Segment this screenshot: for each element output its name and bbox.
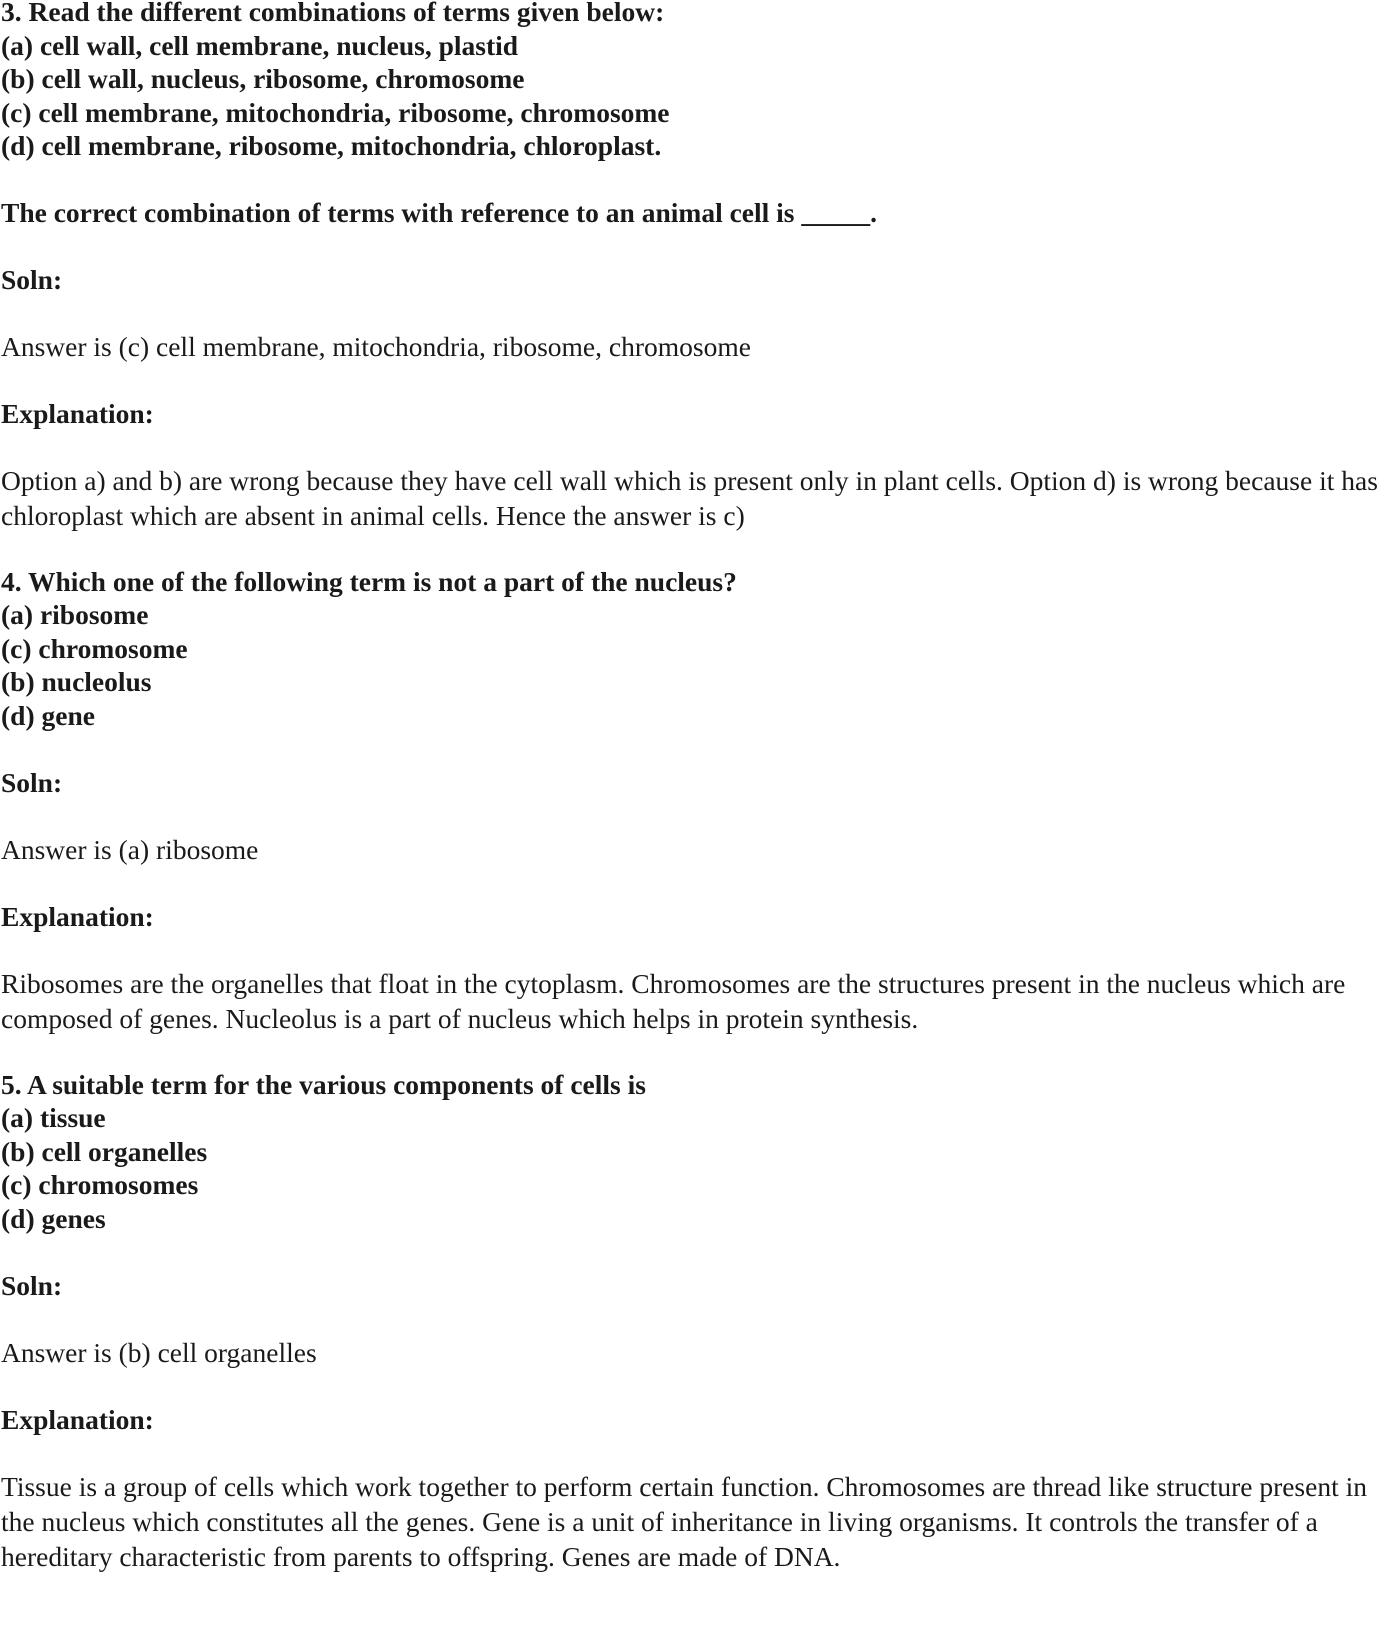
- q5-soln-label: Soln:: [1, 1270, 63, 1301]
- q5-title: 5. A suitable term for the various components of cells is: [1, 1069, 646, 1100]
- q3-title: 3. Read the different combinations of terms given below:: [1, 0, 665, 27]
- q3-explanation-label: Explanation:: [1, 398, 154, 429]
- q3-answer: Answer is (c) cell membrane, mitochondria, ribosome, chromosome: [1, 331, 751, 362]
- q4-option-4: (d) gene: [1, 700, 95, 731]
- q5-option-d: (d) genes: [1, 1203, 106, 1234]
- q5-option-a: (a) tissue: [1, 1102, 106, 1133]
- q5-answer: Answer is (b) cell organelles: [1, 1337, 317, 1368]
- q5-explanation: Tissue is a group of cells which work together to perform certain function. Chromosomes are thread like structure present in the nucleus which constitutes all the genes. Gene is a unit of inheritance in living organisms. It controls the transfer of a hereditary characteristic from parents to offspring. Genes are made of DNA.: [1, 1471, 1367, 1573]
- q5-explanation-label: Explanation:: [1, 1404, 154, 1435]
- q4-explanation-label: Explanation:: [1, 901, 154, 932]
- q3-option-c: (c) cell membrane, mitochondria, ribosome, chromosome: [1, 97, 670, 128]
- q3-option-a: (a) cell wall, cell membrane, nucleus, plastid: [1, 30, 519, 61]
- q4-soln-label: Soln:: [1, 767, 63, 798]
- q4-title: 4. Which one of the following term is not a part of the nucleus?: [1, 566, 737, 597]
- q3-explanation: Option a) and b) are wrong because they have cell wall which is present only in plant cells. Option d) is wrong because it has chloroplast which are absent in animal cells. Hence the answer is c): [1, 465, 1378, 532]
- q3-option-b: (b) cell wall, nucleus, ribosome, chromosome: [1, 63, 525, 94]
- q5-option-c: (c) chromosomes: [1, 1169, 199, 1200]
- q4-option-3: (b) nucleolus: [1, 666, 152, 697]
- q5-option-b: (b) cell organelles: [1, 1136, 208, 1167]
- q4-option-2: (c) chromosome: [1, 633, 188, 664]
- q3-prompt: The correct combination of terms with reference to an animal cell is _____.: [1, 197, 877, 228]
- q3-soln-label: Soln:: [1, 264, 63, 295]
- q3-option-d: (d) cell membrane, ribosome, mitochondria, chloroplast.: [1, 130, 662, 161]
- q4-option-1: (a) ribosome: [1, 599, 149, 630]
- q4-explanation: Ribosomes are the organelles that float in the cytoplasm. Chromosomes are the structures present in the nucleus which are composed of genes. Nucleolus is a part of nucleus which helps in protein synthesis.: [1, 968, 1346, 1035]
- q4-answer: Answer is (a) ribosome: [1, 834, 259, 865]
